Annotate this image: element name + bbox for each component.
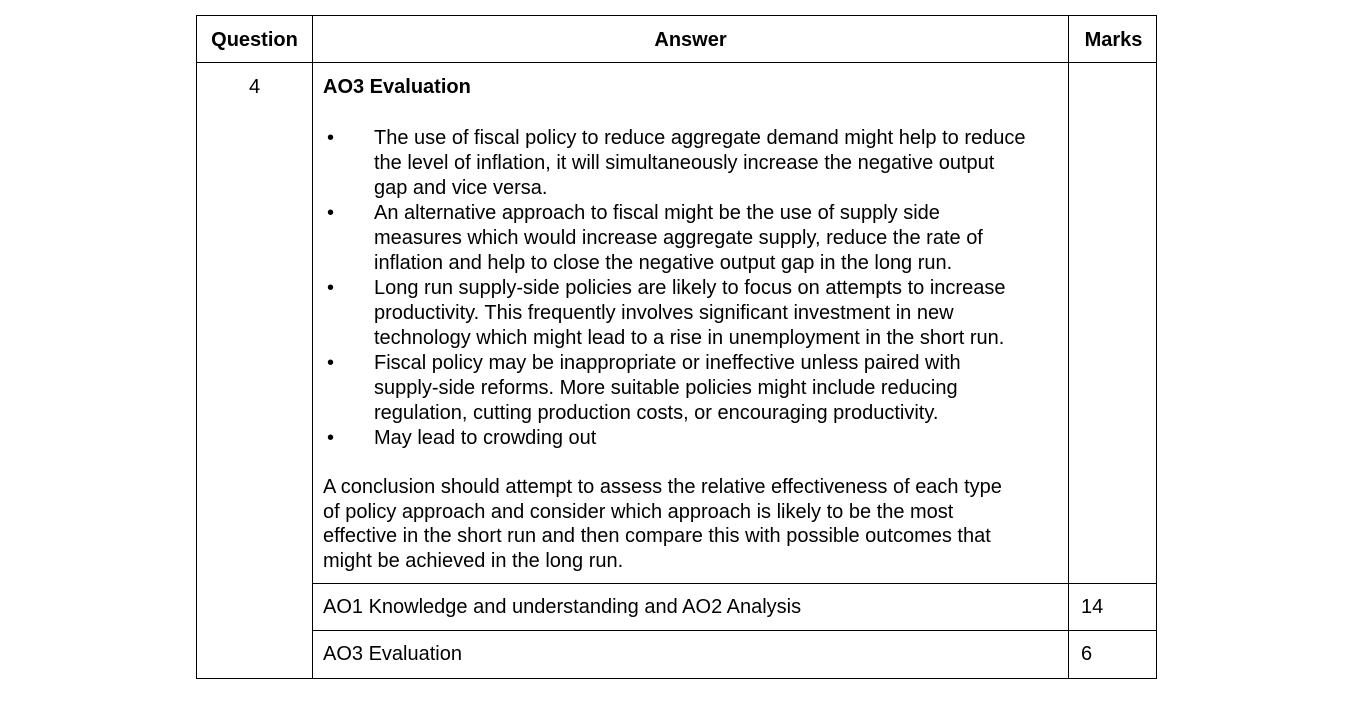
header-question: Question xyxy=(211,29,298,51)
conclusion-line: A conclusion should attempt to assess the relative effectiveness of each type xyxy=(323,476,1002,498)
bullet-icon: • xyxy=(327,352,335,374)
bullet-icon: • xyxy=(327,202,335,224)
mark-row-label: AO1 Knowledge and understanding and AO2 Analysis xyxy=(323,596,802,618)
bullet-line: gap and vice versa. xyxy=(374,177,548,199)
column-divider xyxy=(1068,16,1069,678)
mark-row-value: 14 xyxy=(1081,596,1104,618)
section-title: AO3 Evaluation xyxy=(323,76,471,98)
conclusion-line: of policy approach and consider which approach is likely to be the most xyxy=(323,500,954,523)
header-marks: Marks xyxy=(1084,29,1143,51)
conclusion-paragraph xyxy=(323,475,1002,573)
bullet-line: technology which might lead to a rise in unemployment in the short run. xyxy=(374,327,1005,349)
header-divider xyxy=(197,62,1156,63)
row-divider xyxy=(312,583,1156,584)
bullet-item xyxy=(323,351,1067,426)
bullet-line: regulation, cutting production costs, or encouraging productivity. xyxy=(374,402,939,424)
column-divider xyxy=(312,16,313,678)
bullet-line: the level of inflation, it will simultaneously increase the negative output xyxy=(374,152,995,174)
conclusion-line: might be achieved in the long run. xyxy=(323,549,624,572)
bullet-line: Long run supply-side policies are likely to focus on attempts to increase xyxy=(374,277,1006,299)
bullet-item xyxy=(323,126,1067,201)
question-number: 4 xyxy=(248,76,261,98)
bullet-line: An alternative approach to fiscal might be the use of supply side xyxy=(374,202,940,224)
bullet-line: supply-side reforms. More suitable policies might include reducing xyxy=(374,377,958,399)
bullet-icon: • xyxy=(327,427,335,449)
row-divider xyxy=(312,630,1156,631)
bullet-icon: • xyxy=(327,277,335,299)
bullet-item xyxy=(323,276,1067,351)
bullet-line: productivity. This frequently involves significant investment in new xyxy=(374,302,954,324)
bullet-line: inflation and help to close the negative output gap in the long run. xyxy=(374,252,953,274)
evaluation-bullet-list xyxy=(323,126,1067,451)
bullet-item xyxy=(323,201,1067,276)
bullet-line: measures which would increase aggregate supply, reduce the rate of xyxy=(374,227,983,249)
mark-scheme-table xyxy=(196,15,1157,679)
bullet-icon: • xyxy=(327,127,335,149)
bullet-line: The use of fiscal policy to reduce aggregate demand might help to reduce xyxy=(374,127,1026,149)
bullet-item xyxy=(323,426,1067,451)
bullet-line: Fiscal policy may be inappropriate or ineffective unless paired with xyxy=(374,352,961,374)
header-answer: Answer xyxy=(654,29,727,51)
conclusion-line: effective in the short run and then compare this with possible outcomes that xyxy=(323,525,991,547)
bullet-line: May lead to crowding out xyxy=(374,427,597,449)
mark-row-label: AO3 Evaluation xyxy=(323,643,462,665)
mark-row-value: 6 xyxy=(1081,643,1093,665)
